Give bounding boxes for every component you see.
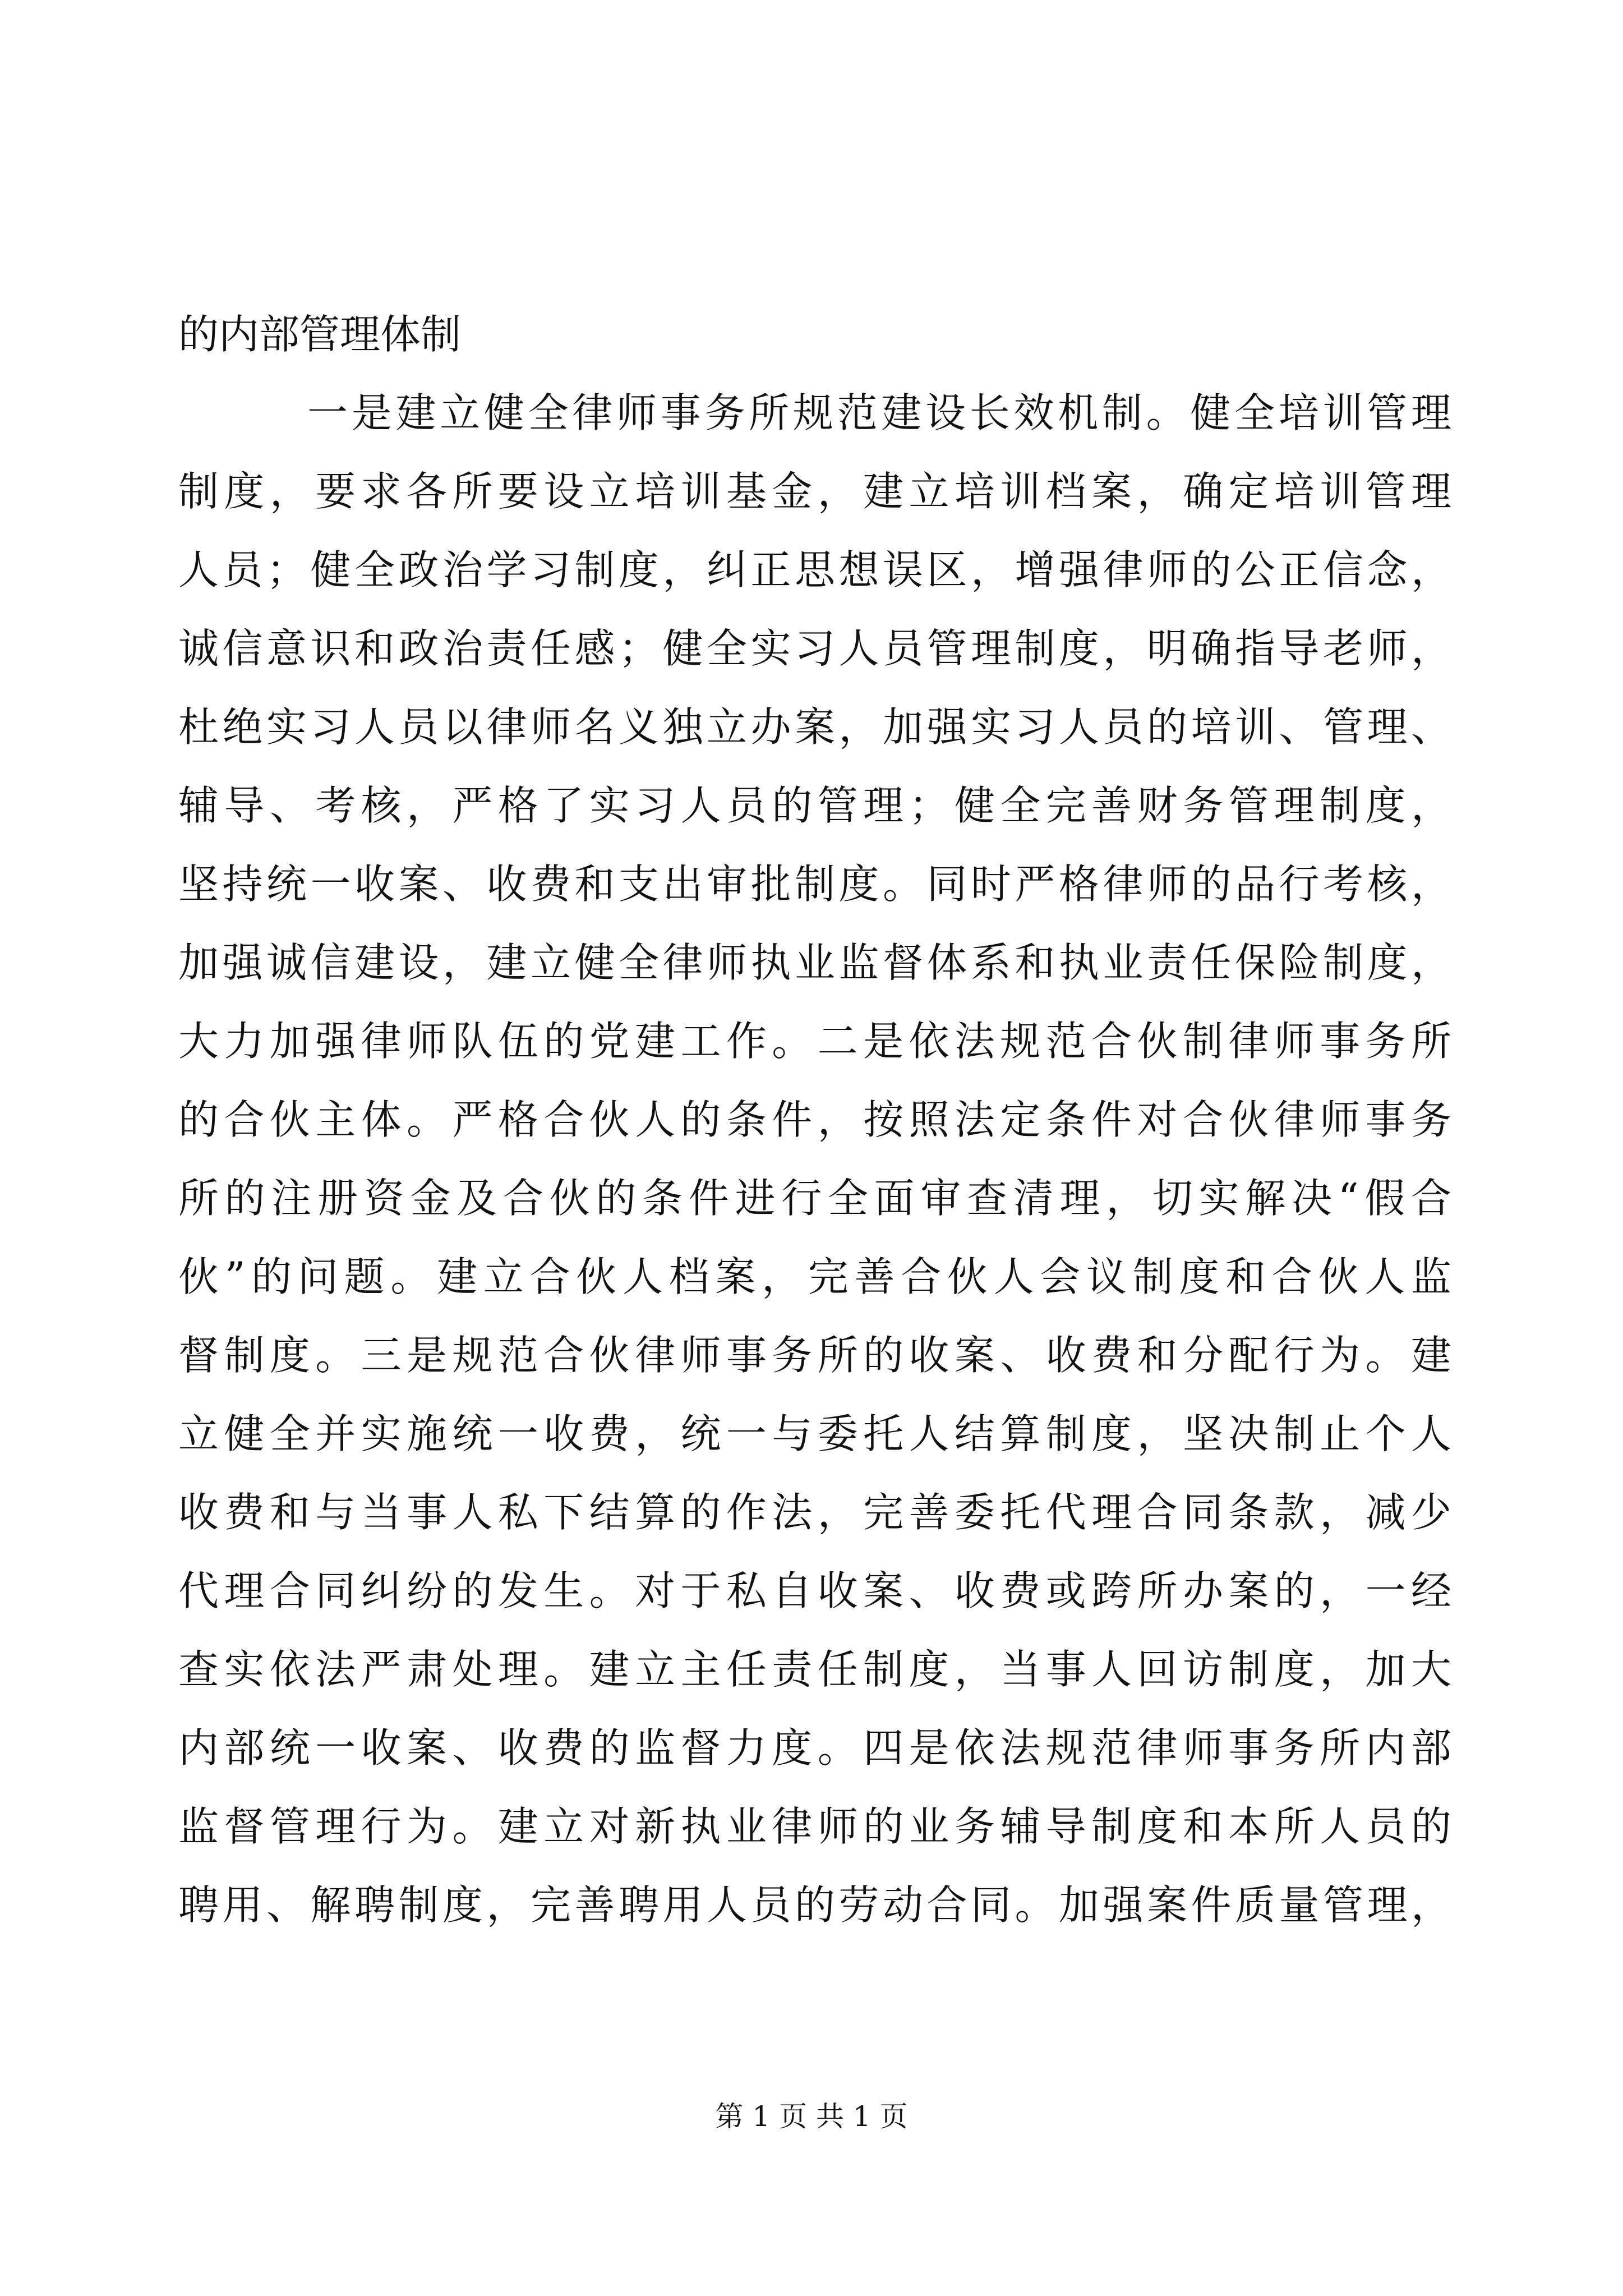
text-line: 查实依法严肃处理。建立主任责任制度，当事人回访制度，加大	[178, 1646, 1451, 1693]
text-line: 内部统一收案、收费的监督力度。四是依法规范律师事务所内部	[178, 1724, 1451, 1772]
text-line: 的合伙主体。严格合伙人的条件，按照法定条件对合伙律师事务	[178, 1096, 1451, 1143]
text-line: 收费和与当事人私下结算的作法，完善委托代理合同条款，减少	[178, 1489, 1451, 1536]
text-line: 的内部管理体制	[178, 311, 462, 358]
text-line: 大力加强律师队伍的党建工作。二是依法规范合伙制律师事务所	[178, 1018, 1451, 1065]
text-line: 伙”的问题。建立合伙人档案，完善合伙人会议制度和合伙人监	[178, 1253, 1451, 1300]
text-line: 杜绝实习人员以律师名义独立办案，加强实习人员的培训、管理、	[178, 703, 1451, 751]
text-line: 立健全并实施统一收费，统一与委托人结算制度，坚决制止个人	[178, 1410, 1451, 1457]
text-line: 人员；健全政治学习制度，纠正思想误区，增强律师的公正信念，	[178, 546, 1451, 593]
text-line: 辅导、考核，严格了实习人员的管理；健全完善财务管理制度，	[178, 782, 1451, 829]
text-line: 坚持统一收案、收费和支出审批制度。同时严格律师的品行考核，	[178, 861, 1451, 908]
text-line: 监督管理行为。建立对新执业律师的业务辅导制度和本所人员的	[178, 1803, 1451, 1850]
page-footer: 第 1 页 共 1 页	[715, 2100, 908, 2133]
text-line: 制度，要求各所要设立培训基金，建立培训档案，确定培训管理	[178, 468, 1451, 515]
text-line: 一是建立健全律师事务所规范建设长效机制。健全培训管理	[307, 389, 1451, 436]
text-line: 所的注册资金及合伙的条件进行全面审查清理，切实解决“假合	[178, 1175, 1451, 1222]
text-line: 诚信意识和政治责任感；健全实习人员管理制度，明确指导老师，	[178, 625, 1451, 672]
text-line: 聘用、解聘制度，完善聘用人员的劳动合同。加强案件质量管理，	[178, 1881, 1451, 1929]
text-line: 加强诚信建设，建立健全律师执业监督体系和执业责任保险制度，	[178, 939, 1451, 986]
text-line: 代理合同纠纷的发生。对于私自收案、收费或跨所办案的，一经	[178, 1567, 1451, 1614]
text-line: 督制度。三是规范合伙律师事务所的收案、收费和分配行为。建	[178, 1332, 1451, 1379]
